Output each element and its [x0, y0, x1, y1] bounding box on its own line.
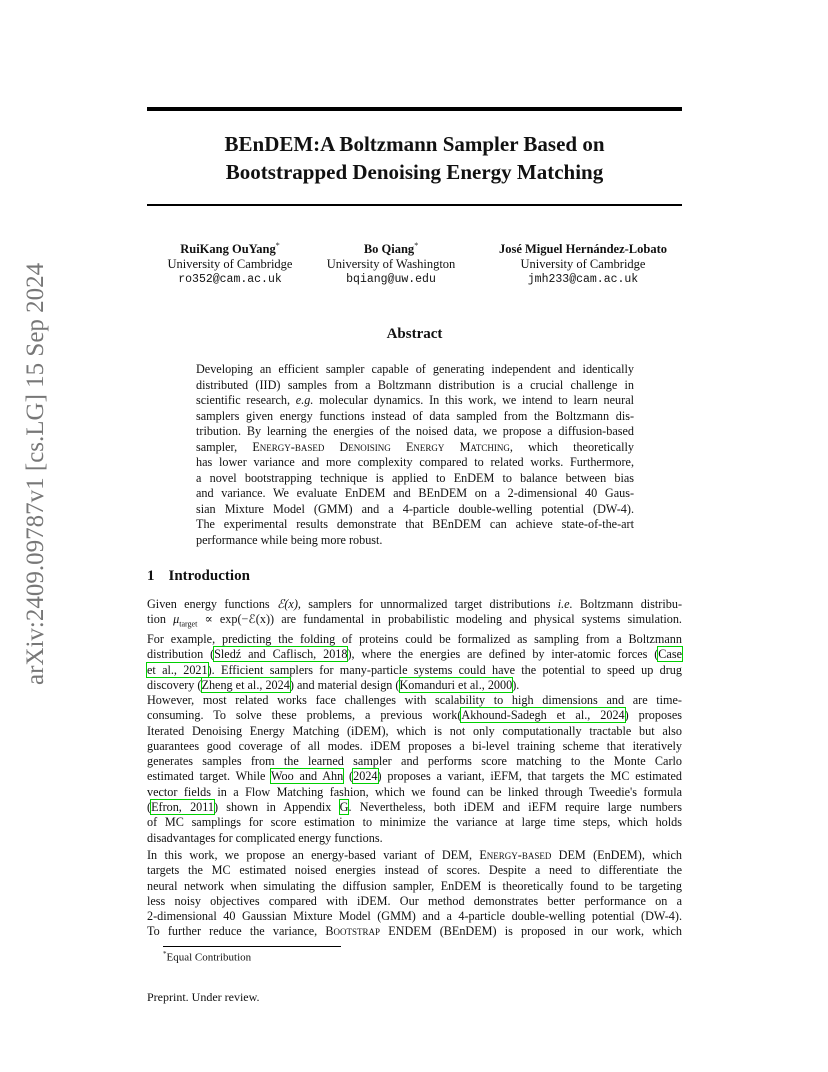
- paragraph-line: guarantees good coverage of all modes. iDEM proposes a bi-level training scheme that iteratively: [147, 738, 682, 753]
- paragraph-line: generates samples from the learned sampler and performs score matching to the Monte Carlo: [147, 754, 682, 769]
- intro-paragraph-2: [147, 693, 682, 846]
- preprint-note: Preprint. Under review.: [147, 990, 260, 1004]
- paragraph-line: Iterated Denoising Energy Matching (iDEM), which is not only computationally tractable but also: [147, 723, 682, 738]
- footnote-mark: *: [163, 950, 167, 958]
- paragraph-line: However, most related works face challenges with scalability to high dimensions and are time-: [147, 693, 682, 707]
- arxiv-sidebar-id: arXiv:2409.09787v1 [cs.LG] 15 Sep 2024: [22, 262, 49, 685]
- abstract-line: scientific research, e.g. molecular dynamics. In this work, we intend to learn neural: [196, 393, 634, 407]
- title-line-2: Bootstrapped Denoising Energy Matching: [225, 160, 604, 184]
- paragraph-line: discovery (Zheng et al., 2024) and material design (Komanduri et al., 2000).: [147, 677, 520, 692]
- citation-link[interactable]: Akhound-Sadegh et al., 2024: [461, 708, 625, 723]
- paragraph-line: et al., 2021). Efficient samplers for many-particle systems could have the potential to speed up drug: [147, 662, 682, 677]
- paper-title: [147, 130, 682, 186]
- paragraph-line: consuming. To solve these problems, a previous work(Akhound-Sadegh et al., 2024) proposes: [147, 708, 682, 723]
- author-3-email[interactable]: jmh233@cam.ac.uk: [527, 273, 639, 286]
- citation-link[interactable]: Sledź and Caflisch, 2018: [214, 647, 348, 662]
- abstract-line: sampler, Energy-based Denoising Energy Matching, which theoretically: [196, 439, 634, 454]
- abstract-line: has lower variance and more complexity compared to related works. Furthermore,: [196, 455, 634, 469]
- citation-link[interactable]: Zheng et al., 2024: [201, 677, 290, 692]
- abstract-line: tribution. By learning the energies of the noised data, we propose a diffusion-based: [196, 424, 634, 438]
- author-1-email[interactable]: ro352@cam.ac.uk: [178, 273, 282, 286]
- abstract-line: and variance. We evaluate EnDEM and BEnDEM on a 2-dimensional 40 Gaus-: [196, 486, 634, 500]
- abstract-heading: Abstract: [386, 326, 443, 342]
- author-1-mark: *: [275, 240, 280, 250]
- abstract-line: The experimental results demonstrate that BEnDEM can achieve state-of-the-art: [196, 517, 634, 531]
- section-heading-introduction: [147, 568, 250, 585]
- paragraph-line: vector fields in a Flow Matching fashion, which we found can be linked through Tweedie's formula: [147, 784, 682, 799]
- author-block: [147, 242, 682, 292]
- abstract-line: Developing an efficient sampler capable of generating independent and identically: [196, 362, 634, 376]
- footnote: [163, 950, 251, 964]
- abstract-line: samplers given energy functions instead of data sampled from the Boltzmann dis-: [196, 408, 634, 423]
- paragraph-line: estimated target. While Woo and Ahn (2024) proposes a variant, iEFM, that targets the MC estimated: [147, 769, 682, 784]
- author-3-affiliation: University of Cambridge: [520, 257, 646, 271]
- citation-link[interactable]: Efron, 2011: [151, 800, 214, 815]
- paragraph-line: (Efron, 2011) shown in Appendix G. Nevertheless, both iDEM and iEFM require large numbers: [147, 800, 682, 815]
- author-2: [321, 242, 461, 287]
- author-2-mark: *: [414, 240, 419, 250]
- paragraph-line: targets the MC estimated noised energies instead of scores. Despite a need to differentiate the: [147, 863, 682, 878]
- abstract-body: [196, 362, 634, 548]
- citation-link[interactable]: Komanduri et al., 2000: [399, 677, 513, 692]
- title-rule-top: [147, 107, 682, 111]
- title-rule-bottom: [147, 204, 682, 206]
- section-title: Introduction: [168, 568, 250, 584]
- author-3: [483, 242, 683, 287]
- appendix-link[interactable]: G: [339, 800, 349, 815]
- paragraph-line: Given energy functions ℰ(x), samplers for unnormalized target distributions i.e. Boltzmann distribu-: [147, 597, 682, 611]
- author-2-affiliation: University of Washington: [326, 257, 456, 271]
- abstract-line: performance while being more robust.: [196, 532, 383, 547]
- author-3-name: José Miguel Hernández-Lobato: [498, 242, 668, 256]
- paragraph-line: of MC samplings for score estimation to minimize the variance at large time steps, which holds: [147, 815, 682, 830]
- paragraph-line: In this work, we propose an energy-based variant of DEM, Energy-based DEM (EnDEM), which: [147, 848, 682, 862]
- citation-link[interactable]: Woo and Ahn: [271, 769, 344, 784]
- paragraph-line: less noisy objectives compared with iDEM. Our method demonstrates better performance on a: [147, 893, 682, 908]
- section-number: 1: [147, 568, 155, 584]
- intro-paragraph-3: [147, 848, 682, 940]
- abstract-line: distributed (IID) samples from a Boltzmann distribution is a crucial challenge in: [196, 377, 634, 392]
- citation-link[interactable]: 2024: [353, 769, 378, 784]
- citation-link[interactable]: et al., 2021: [147, 662, 208, 677]
- author-2-email[interactable]: bqiang@uw.edu: [346, 273, 436, 286]
- footnote-rule: [163, 946, 341, 947]
- author-1-affiliation: University of Cambridge: [167, 257, 293, 271]
- paragraph-line: 2-dimensional 40 Gaussian Mixture Model (GMM) and a 4-particle double-welling potential (DW-4).: [147, 909, 682, 924]
- title-line-1: BEnDEM:A Boltzmann Sampler Based on: [224, 132, 605, 156]
- abstract-line: a novel bootstrapping technique is applied to EnDEM to balance between bias: [196, 470, 634, 485]
- citation-link[interactable]: Case: [658, 647, 682, 662]
- author-1-name: RuiKang OuYang: [180, 242, 276, 256]
- paragraph-line: To further reduce the variance, Bootstrap ENDEM (BEnDEM) is proposed in our work, which: [147, 924, 683, 939]
- paragraph-line: For example, predicting the folding of proteins could be formalized as sampling from a Boltzmann: [147, 632, 682, 647]
- footnote-text: Equal Contribution: [166, 951, 252, 964]
- paragraph-line: neural network when simulating the diffusion sampler, EnDEM is theoretically found to be targeting: [147, 878, 682, 893]
- abstract-line: sian Mixture Model (GMM) and a 4-particle double-welling potential (DW-4).: [196, 501, 634, 516]
- intro-paragraph-1: [147, 597, 682, 693]
- paragraph-line: distribution (Sledź and Caflisch, 2018), where the energies are defined by inter-atomic forces (Case: [147, 647, 682, 662]
- paragraph-line: disadvantages for complicated energy functions.: [147, 830, 383, 845]
- paragraph-line: tion $\mu_{target}$ ∝ exp(−ℰ(x)) are fundamental in probabilistic modeling and physical systems simulation.: [147, 612, 682, 629]
- author-2-name: Bo Qiang: [363, 242, 415, 256]
- author-1: [163, 242, 297, 287]
